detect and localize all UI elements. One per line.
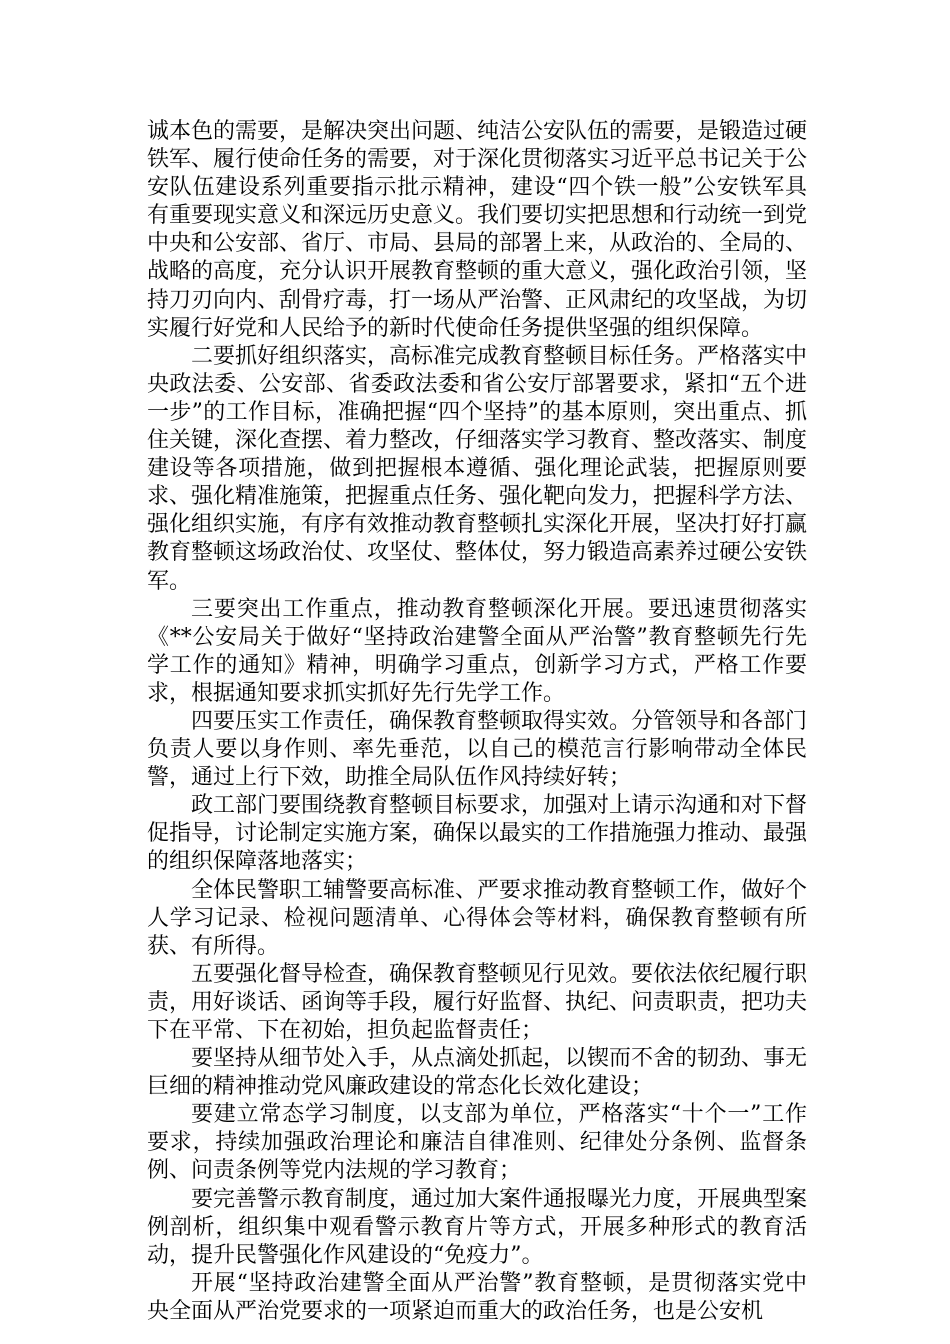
- paragraph-study-system: 要建立常态学习制度，以支部为单位，严格落实“十个一”工作要求，持续加强政治理论和廉洁自律准则、纪律处分条例、监督条例、问责条例等党内法规的学习教育；: [147, 1102, 807, 1184]
- paragraph-supervision: 五要强化督导检查，确保教育整顿见行见效。要依法依纪履行职责，用好谈话、函询等手段，履行好监督、执纪、问责职责，把功夫下在平常、下在初始，担负起监督责任；: [147, 961, 808, 1043]
- paragraph-continuation: 诚本色的需要，是解决突出问题、纯洁公安队伍的需要，是锻造过硬铁军、履行使命任务的需要，对于深化贯彻落实习近平总书记关于公安队伍建设系列重要指示批示精神，建设“四个铁一般”公安铁军具有重要现实意义和深远历史意义。我们要切实把思想和行动统一到党中央和公安部、省厅、市局、县局的部署上来，从政治的、全局的、战略的高度，充分认识开展教育整顿的重大意义，强化政治引领，坚持刀刃向内、刮骨疗毒，打一场从严治警、正风肃纪的攻坚战，为切实履行好党和人民给予的新时代使命任务提供坚强的组织保障。: [147, 119, 808, 341]
- paragraph-all-staff: 全体民警职工辅警要高标准、严要求推动教育整顿工作，做好个人学习记录、检视问题清单、心得体会等材料，确保教育整顿有所获、有所得。: [147, 877, 808, 959]
- paragraph-warning-education: 要完善警示教育制度，通过加大案件通报曝光力度，开展典型案例剖析，组织集中观看警示教育片等方式，开展多种形式的教育活动，提升民警强化作风建设的“免疫力”。: [147, 1186, 808, 1268]
- document-body: [147, 118, 807, 1326]
- paragraph-political-department: 政工部门要围绕教育整顿目标要求，加强对上请示沟通和对下督促指导，讨论制定实施方案，确保以最实的工作措施强力推动、最强的组织保障落地落实；: [147, 793, 808, 875]
- paragraph-organization: 二要抓好组织落实，高标准完成教育整顿目标任务。严格落实中央政法委、公安部、省委政法委和省公安厅部署要求，紧扣“五个进一步”的工作目标，准确把握“四个坚持”的基本原则，突出重点、抓住关键，深化查摆、着力整改，仔细落实学习教育、整改落实、制度建设等各项措施，做到把握根本遵循、强化理论武装，把握原则要求、强化精准施策，把握重点任务、强化靶向发力，把握科学方法、强化组织实施，有序有效推动教育整顿扎实深化开展，坚决打好打赢教育整顿这场政治仗、攻坚仗、整体仗，努力锻造高素养过硬公安铁军。: [147, 343, 808, 594]
- paragraph-details: 要坚持从细节处入手，从点滴处抓起，以锲而不舍的韧劲、事无巨细的精神推动党风廉政建设的常态化长效化建设；: [147, 1046, 808, 1100]
- paragraph-conclusion: 开展“坚持政治建警全面从严治警”教育整顿，是贯彻落实党中央全面从严治党要求的一项紧迫而重大的政治任务，也是公安机: [147, 1270, 807, 1324]
- paragraph-responsibility: 四要压实工作责任，确保教育整顿取得实效。分管领导和各部门负责人要以身作则、率先垂范，以自己的模范言行影响带动全体民警，通过上行下效，助推全局队伍作风持续好转；: [147, 708, 808, 791]
- paragraph-work-focus: 三要突出工作重点，推动教育整顿深化开展。要迅速贯彻落实《**公安局关于做好“坚持政治建警全面从严治警”教育整顿先行先学工作的通知》精神，明确学习重点，创新学习方式，严格工作要求，根据通知要求抓实抓好先行先学工作。: [147, 596, 807, 706]
